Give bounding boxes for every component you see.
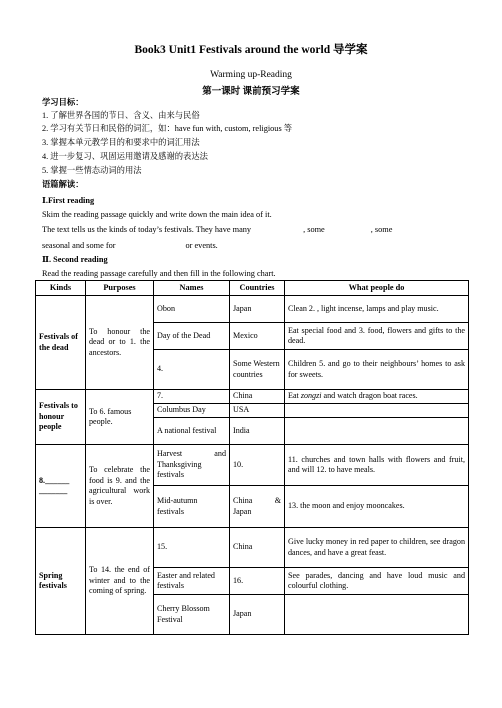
objective-item: 3. 掌握本单元教学目的和要求中的词汇用法 [42, 138, 200, 147]
activity-cell [285, 390, 469, 404]
name-cell: 4. [154, 350, 230, 390]
kind-cell: Festivals to honour people [36, 390, 86, 445]
lesson-title: 第一课时 课前预习学案 [202, 87, 300, 97]
activity-text: Eat [288, 391, 301, 401]
name-cell: Mid-autumn festivals [154, 486, 230, 528]
second-reading-heading: Ⅱ. Second reading [42, 255, 108, 264]
country-cell: China [230, 390, 285, 404]
activity-cell: Eat special food and 3. food, flowers and gifts to the dead. [285, 323, 469, 350]
festivals-chart [35, 280, 469, 635]
objectives-heading: 学习目标： [42, 98, 84, 107]
first-reading-heading: Ⅰ.First reading [42, 196, 95, 205]
main-idea-text: seasonal and some for [42, 241, 116, 250]
country-cell: Mexico [230, 323, 285, 350]
activity-cell [285, 418, 469, 445]
table-row [36, 296, 469, 323]
country-cell: 16. [230, 568, 285, 595]
activity-text: and watch dragon boat races. [321, 391, 418, 401]
activity-cell: 11. churches and town halls with flowers and fruit, and will 12. to have meals. [285, 445, 469, 486]
activity-cell: See parades, dancing and have loud music and colourful clothing. [285, 568, 469, 595]
activity-text-italic: zongzi [300, 391, 322, 401]
country-cell: Japan [230, 595, 285, 635]
kind-cell: Spring festivals [36, 528, 86, 635]
chart-header-row [36, 281, 469, 296]
name-cell: Cherry Blossom Festival [154, 595, 230, 635]
name-cell: A national festival [154, 418, 230, 445]
table-row [36, 445, 469, 486]
kind-cell: 8.______ _______ [36, 445, 86, 528]
purpose-cell: To honour the dead or to 1. the ancestors. [86, 296, 154, 390]
table-row [36, 390, 469, 404]
reading-heading: 语篇解读： [42, 180, 84, 189]
activity-cell [285, 404, 469, 418]
activity-cell: 13. the moon and enjoy mooncakes. [285, 486, 469, 528]
name-cell: Columbus Day [154, 404, 230, 418]
main-idea-text: The text tells us the kinds of today’s festivals. They have many [42, 225, 252, 234]
country-cell: USA [230, 404, 285, 418]
name-cell: Easter and related festivals [154, 568, 230, 595]
second-reading-instruction: Read the reading passage carefully and then fill in the following chart. [42, 269, 276, 278]
main-idea-text: , some [303, 225, 325, 234]
page-title: Book3 Unit1 Festivals around the world 导学案 [134, 44, 368, 56]
activity-cell [285, 595, 469, 635]
main-idea-line-1 [42, 224, 392, 235]
objective-item: 2. 学习有关节日和民俗的词汇，如：have fun with, custom, religious 等 [42, 124, 293, 133]
first-reading-instruction: Skim the reading passage quickly and write down the main idea of it. [42, 210, 272, 219]
objective-item: 4. 进一步复习、巩固运用邀请及感谢的表达法 [42, 152, 208, 161]
main-idea-line-2 [42, 240, 218, 251]
table-row [36, 528, 469, 568]
purpose-cell: To 6. famous people. [86, 390, 154, 445]
header-kinds: Kinds [36, 281, 86, 296]
main-idea-text: , some [370, 225, 393, 234]
header-purposes: Purposes [86, 281, 154, 296]
purpose-cell: To 14. the end of winter and to the coming of spring. [86, 528, 154, 635]
activity-cell: Children 5. and go to their neighbours’ homes to ask for sweets. [285, 350, 469, 390]
header-names: Names [154, 281, 230, 296]
name-cell: Harvest and Thanksgiving festivals [154, 445, 230, 486]
name-cell: Obon [154, 296, 230, 323]
country-cell: Some Western countries [230, 350, 285, 390]
country-cell: China [230, 528, 285, 568]
objective-item: 1. 了解世界各国的节日、含义、由来与民俗 [42, 111, 200, 120]
header-countries: Countries [230, 281, 285, 296]
section-subtitle: Warming up-Reading [210, 70, 292, 80]
kind-cell: Festivals of the dead [36, 296, 86, 390]
country-cell: China & Japan [230, 486, 285, 528]
country-cell: India [230, 418, 285, 445]
country-cell: Japan [230, 296, 285, 323]
purpose-cell: To celebrate the food is 9. and the agricultural work is over. [86, 445, 154, 528]
objective-item: 5. 掌握一些情态动词的用法 [42, 166, 142, 175]
name-cell: Day of the Dead [154, 323, 230, 350]
country-cell: 10. [230, 445, 285, 486]
header-what-people-do: What people do [285, 281, 469, 296]
activity-cell: Give lucky money in red paper to children, see dragon dances, and have a great feast. [285, 528, 469, 568]
main-idea-text: or events. [185, 241, 218, 250]
name-cell: 7. [154, 390, 230, 404]
activity-cell: Clean 2. , light incense, lamps and play music. [285, 296, 469, 323]
name-cell: 15. [154, 528, 230, 568]
